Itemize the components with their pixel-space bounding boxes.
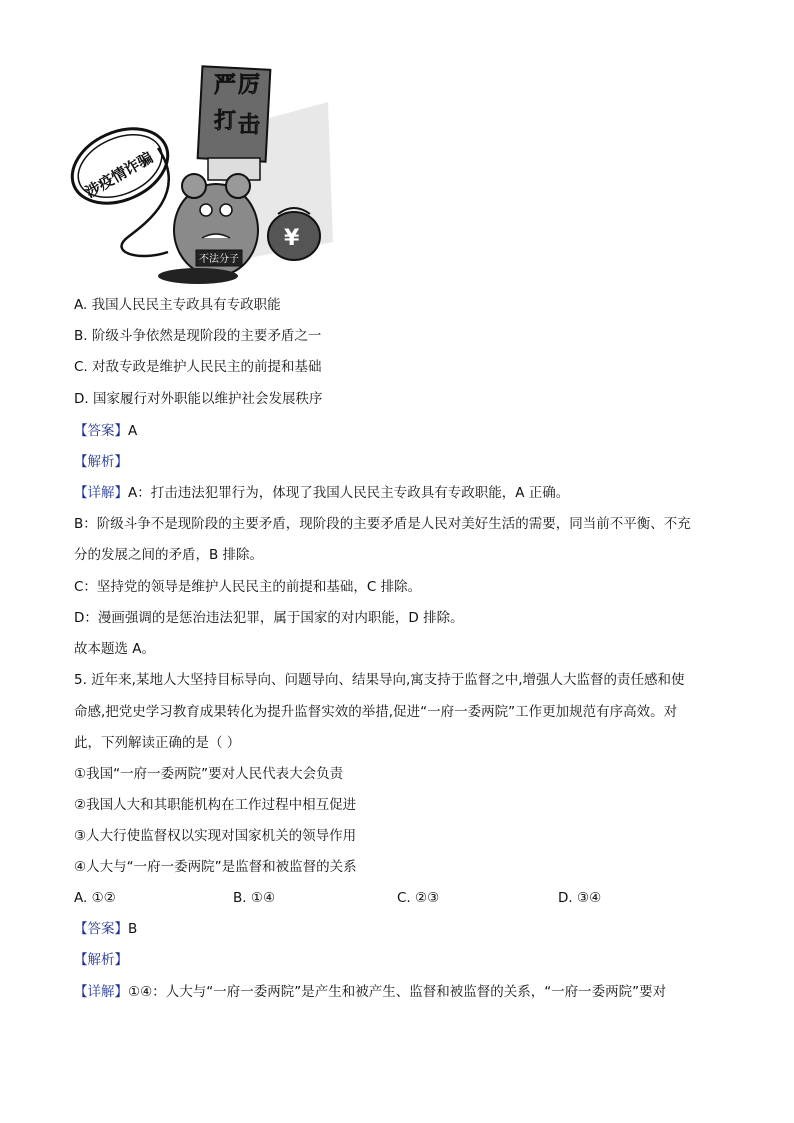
badge-label: 不法分子 xyxy=(199,254,239,265)
choice-b: B. ①④ xyxy=(233,890,276,906)
analysis-label-q4 xyxy=(74,453,128,471)
choice-d: D. ③④ xyxy=(558,890,602,906)
analysis-tag-q5: 【解析】 xyxy=(74,952,128,968)
detail-text: A：打击违法犯罪行为，体现了我国人民民主专政具有专政职能，A 正确。 xyxy=(128,485,570,501)
svg-text:厉: 厉 xyxy=(238,73,261,98)
q5-stem-line-2: 命感,把党史学习教育成果转化为提升监督实效的举措,促进“一府一委两院”工作更加规范有序高效。对 xyxy=(74,704,678,720)
q5-stem-line-1: 5. 近年来,某地人大坚持目标导向、问题导向、结果导向,寓支持于监督之中,增强人大监督的责任感和使 xyxy=(74,672,685,688)
statement-1: ①我国“一府一委两院”要对人民代表大会负责 xyxy=(74,766,344,782)
analysis-tag: 【解析】 xyxy=(74,454,128,470)
svg-text:击: 击 xyxy=(238,113,261,138)
choice-c: C. ②③ xyxy=(397,890,440,906)
analysis-label-q5 xyxy=(74,951,128,969)
detail-line-5: D：漫画强调的是惩治违法犯罪，属于国家的对内职能，D 排除。 xyxy=(74,610,464,626)
detail-line-3: 分的发展之间的矛盾，B 排除。 xyxy=(74,547,264,563)
option-c: C. 对敌专政是维护人民民主的前提和基础 xyxy=(74,359,322,375)
answer-line-q4 xyxy=(74,422,137,440)
detail-line-2: B：阶级斗争不是现阶段的主要矛盾，现阶段的主要矛盾是人民对美好生活的需要，同当前不平衡、不充 xyxy=(74,516,691,532)
detail-text-q5: ①④：人大与“一府一委两院”是产生和被产生、监督和被监督的关系，“一府一委两院”要对 xyxy=(128,984,667,1000)
statement-2: ②我国人大和其职能机构在工作过程中相互促进 xyxy=(74,797,357,813)
detail-tag-q5: 【详解】 xyxy=(74,984,128,1000)
answer-tag: 【答案】 xyxy=(74,423,128,439)
detail-tag: 【详解】 xyxy=(74,485,128,501)
answer-line-q5 xyxy=(74,920,137,938)
svg-text:打: 打 xyxy=(214,109,237,134)
money-bag-symbol: ¥ xyxy=(284,226,300,251)
statement-3: ③人大行使监督权以实现对国家机关的领导作用 xyxy=(74,828,357,844)
detail-line-q5 xyxy=(74,983,666,1001)
answer-value: A xyxy=(128,423,138,439)
option-d: D. 国家履行对外职能以维护社会发展秩序 xyxy=(74,391,323,407)
detail-line-4: C：坚持党的领导是维护人民民主的前提和基础，C 排除。 xyxy=(74,579,422,595)
svg-text:严: 严 xyxy=(214,73,237,98)
statement-4: ④人大与“一府一委两院”是监督和被监督的关系 xyxy=(74,859,357,875)
option-a: A. 我国人民民主专政具有专政职能 xyxy=(74,297,281,313)
conclusion-line: 故本题选 A。 xyxy=(74,641,156,657)
answer-tag-q5: 【答案】 xyxy=(74,921,128,937)
choice-a: A. ①② xyxy=(74,890,116,906)
answer-value-q5: B xyxy=(128,921,138,937)
lasso-label: 涉疫情诈骗 xyxy=(82,148,157,202)
detail-line-1 xyxy=(74,484,569,502)
q5-stem-line-3: 此，下列解读正确的是（ ） xyxy=(74,735,241,751)
cartoon-illustration xyxy=(68,62,338,290)
option-b: B. 阶级斗争依然是现阶段的主要矛盾之一 xyxy=(74,328,322,344)
